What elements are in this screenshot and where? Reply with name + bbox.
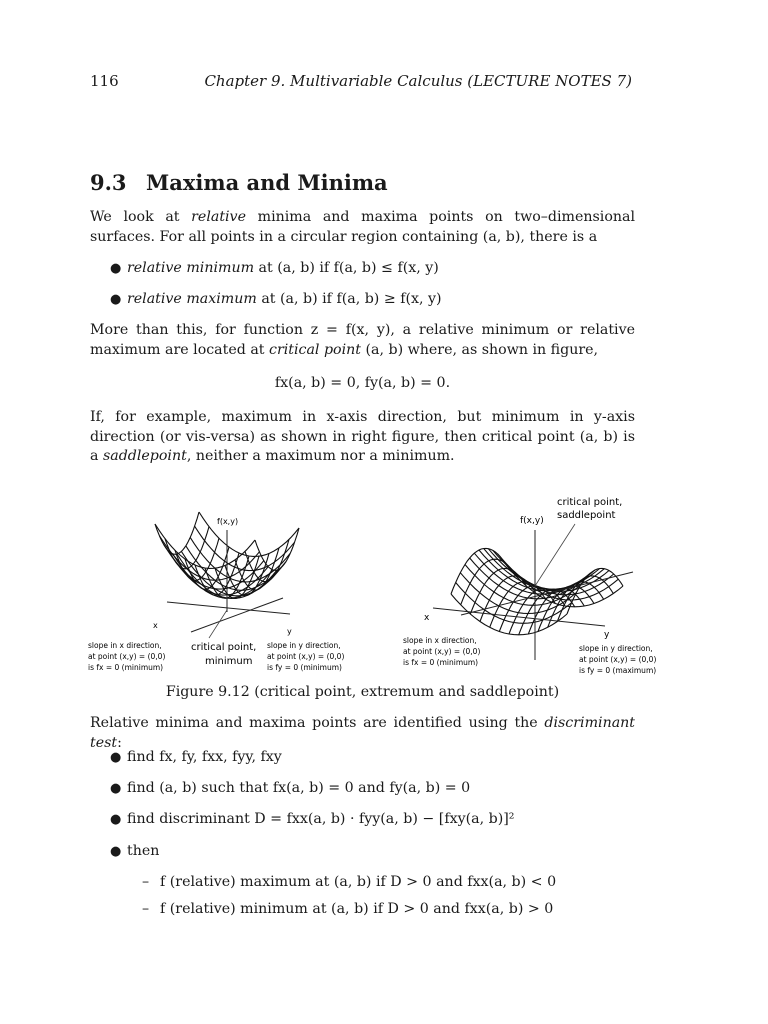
step-text: find discriminant D = fxx(a, b) · fyy(a, b) − [fxy(a, b)]² xyxy=(127,811,515,827)
discriminant-text-2: : xyxy=(117,734,122,751)
bullet-icon: ● xyxy=(110,812,122,827)
definition-item xyxy=(110,290,442,309)
step-text: find fx, fy, fxx, fyy, fxy xyxy=(127,749,282,765)
critical-point-label: critical point, xyxy=(557,497,623,508)
saddle-text-2: , neither a maximum nor a minimum. xyxy=(186,448,455,464)
definition-item xyxy=(110,259,439,278)
x-slope-note: at point (x,y) = (0,0) xyxy=(88,652,166,661)
saddlepoint-label: saddlepoint xyxy=(557,510,616,521)
y-axis-label: y xyxy=(287,627,292,636)
critical-point-label: critical point, xyxy=(191,642,257,653)
y-slope-note: at point (x,y) = (0,0) xyxy=(267,652,345,661)
minimum-label: minimum xyxy=(205,656,253,667)
mesh-line xyxy=(155,524,255,568)
saddle-mesh xyxy=(451,548,623,634)
saddle-text-1: If, for example, maximum in x-axis direction, but minimum in y-axis direction (or vis-versa) as shown in right figure, then critical point (a, b) is a xyxy=(90,409,635,464)
sub-step-text: f (relative) minimum at (a, b) if D > 0 and fxx(a, b) > 0 xyxy=(160,901,554,917)
definition-term: relative maximum xyxy=(127,291,257,307)
z-axis-label: f(x,y) xyxy=(520,516,544,526)
y-slope-note: slope in y direction, xyxy=(579,644,653,653)
x-slope-note: slope in x direction, xyxy=(88,641,162,650)
figure-caption: Figure 9.12 (critical point, extremum and saddlepoint) xyxy=(165,684,560,700)
y-slope-note: is fy = 0 (maximum) xyxy=(579,666,657,675)
bullet-icon: ● xyxy=(110,750,122,765)
step-item xyxy=(110,842,159,861)
paraboloid-plot xyxy=(88,512,344,672)
step-item xyxy=(110,748,282,767)
x-axis-label: x xyxy=(424,613,430,623)
mesh-line xyxy=(159,536,259,580)
critical-text-2: (a, b) where, as shown in figure, xyxy=(360,341,599,358)
intro-text-2: minima and maxima points on two–dimensional surfaces. For all points in a circular region containing (a, b), there is a xyxy=(90,209,635,245)
dash-icon: – xyxy=(142,901,150,917)
step-item xyxy=(110,810,514,829)
intro-paragraph xyxy=(90,208,635,247)
critical-point-paragraph xyxy=(90,321,635,360)
sub-step-item xyxy=(142,900,553,919)
bullet-icon: ● xyxy=(110,292,122,307)
page-number: 116 xyxy=(90,72,119,90)
x-slope-note: is fx = 0 (minimum) xyxy=(403,658,479,667)
step-text: then xyxy=(127,843,160,859)
y-axis xyxy=(191,598,283,632)
discriminant-text-1: Relative minima and maxima points are identified using the xyxy=(90,715,545,731)
x-slope-note: slope in x direction, xyxy=(403,636,477,645)
y-slope-note: is fy = 0 (minimum) xyxy=(267,663,342,672)
x-slope-note: is fx = 0 (minimum) xyxy=(88,663,164,672)
dash-icon: – xyxy=(142,874,150,890)
discriminant-emphasis: discriminant test xyxy=(90,715,635,751)
intro-text-1: We look at xyxy=(90,209,192,225)
bullet-icon: ● xyxy=(110,261,122,276)
section-number: 9.3 xyxy=(90,170,127,195)
x-axis-label: x xyxy=(153,621,158,630)
definition-term: relative minimum xyxy=(127,260,255,276)
y-slope-note: at point (x,y) = (0,0) xyxy=(579,655,657,664)
critical-emphasis: critical point xyxy=(269,341,361,358)
saddle-plot xyxy=(403,497,656,675)
intro-emphasis: relative xyxy=(191,209,246,225)
critical-equation: fx(a, b) = 0, fy(a, b) = 0. xyxy=(274,375,451,391)
surface-figure xyxy=(85,490,665,682)
bullet-icon: ● xyxy=(110,781,122,796)
definition-text: at (a, b) if f(a, b) ≤ f(x, y) xyxy=(254,260,439,276)
step-text: find (a, b) such that fx(a, b) = 0 and fy(a, b) = 0 xyxy=(127,780,471,796)
chapter-title: Chapter 9. Multivariable Calculus (LECTURE NOTES 7) xyxy=(204,72,632,90)
section-title: Maxima and Minima xyxy=(146,170,388,195)
sub-step-item xyxy=(142,873,556,892)
z-axis-label: f(x,y) xyxy=(217,517,239,526)
critical-text-1: More than this, for function z = f(x, y), a relative minimum or relative maximum are located at xyxy=(90,322,635,358)
y-axis xyxy=(461,572,633,615)
x-axis xyxy=(167,602,290,614)
section-heading xyxy=(90,170,388,195)
bullet-icon: ● xyxy=(110,844,122,859)
saddle-paragraph xyxy=(90,408,635,467)
leader-line xyxy=(535,524,575,586)
x-slope-note: at point (x,y) = (0,0) xyxy=(403,647,481,656)
definition-text: at (a, b) if f(a, b) ≥ f(x, y) xyxy=(256,291,442,307)
mesh-line xyxy=(538,586,594,632)
sub-step-text: f (relative) maximum at (a, b) if D > 0 and fxx(a, b) < 0 xyxy=(160,874,557,890)
saddle-emphasis: saddlepoint xyxy=(102,448,187,464)
mesh-line xyxy=(199,512,299,556)
y-slope-note: slope in y direction, xyxy=(267,641,341,650)
y-axis-label: y xyxy=(604,630,610,640)
step-item xyxy=(110,779,470,798)
